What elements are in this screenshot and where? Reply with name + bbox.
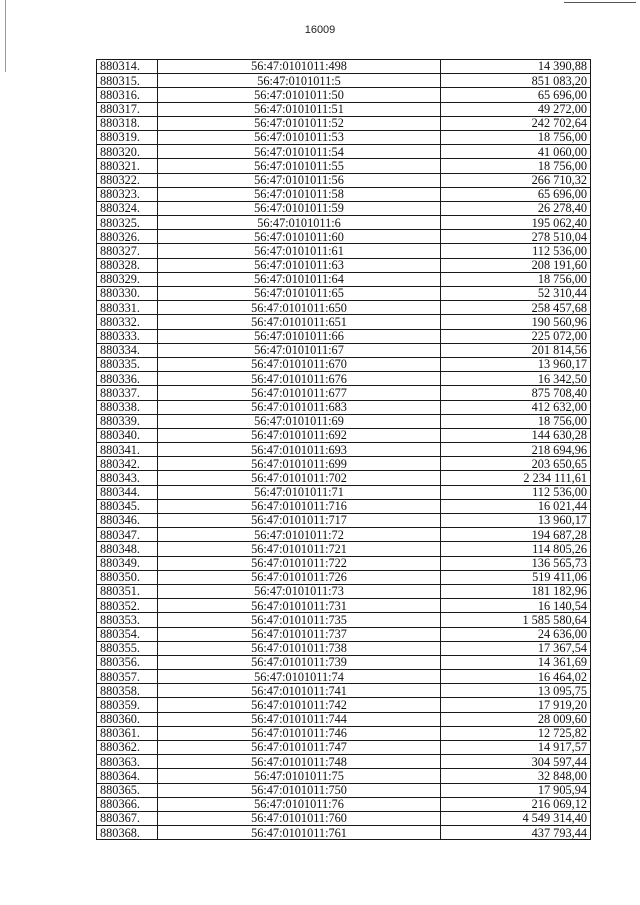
cadastral-number-cell: 56:47:0101011:692	[158, 428, 441, 442]
cadastral-number-cell: 56:47:0101011:750	[158, 783, 441, 797]
cadastral-number-cell: 56:47:0101011:51	[158, 102, 441, 116]
row-number-cell: 880346.	[97, 514, 158, 528]
row-number-cell: 880352.	[97, 599, 158, 613]
cadastral-number-cell: 56:47:0101011:742	[158, 698, 441, 712]
table-row	[97, 726, 591, 740]
row-number-cell: 880354.	[97, 627, 158, 641]
cadastral-number-cell: 56:47:0101011:76	[158, 797, 441, 811]
cadastral-value-cell: 14 390,88	[441, 60, 591, 74]
cadastral-value-cell: 437 793,44	[441, 826, 591, 840]
row-number-cell: 880345.	[97, 499, 158, 513]
row-number-cell: 880365.	[97, 783, 158, 797]
row-number-cell: 880338.	[97, 400, 158, 414]
cadastral-number-cell: 56:47:0101011:61	[158, 244, 441, 258]
table-row	[97, 74, 591, 88]
table-row	[97, 187, 591, 201]
cadastral-number-cell: 56:47:0101011:52	[158, 116, 441, 130]
cadastral-number-cell: 56:47:0101011:73	[158, 584, 441, 598]
row-number-cell: 880331.	[97, 301, 158, 315]
table-row	[97, 159, 591, 173]
row-number-cell: 880344.	[97, 485, 158, 499]
cadastral-number-cell: 56:47:0101011:739	[158, 655, 441, 669]
row-number-cell: 880335.	[97, 357, 158, 371]
table-row	[97, 741, 591, 755]
cadastral-number-cell: 56:47:0101011:50	[158, 88, 441, 102]
cadastral-value-cell: 17 905,94	[441, 783, 591, 797]
corner-rule	[564, 2, 636, 3]
row-number-cell: 880317.	[97, 102, 158, 116]
cadastral-number-cell: 56:47:0101011:717	[158, 514, 441, 528]
row-number-cell: 880328.	[97, 258, 158, 272]
cadastral-value-cell: 114 805,26	[441, 542, 591, 556]
row-number-cell: 880363.	[97, 755, 158, 769]
row-number-cell: 880361.	[97, 726, 158, 740]
cadastral-value-cell: 278 510,04	[441, 230, 591, 244]
cadastral-number-cell: 56:47:0101011:744	[158, 712, 441, 726]
table-row	[97, 485, 591, 499]
cadastral-number-cell: 56:47:0101011:54	[158, 145, 441, 159]
table-row	[97, 797, 591, 811]
cadastral-value-cell: 1 585 580,64	[441, 613, 591, 627]
table-row	[97, 684, 591, 698]
table-row	[97, 641, 591, 655]
row-number-cell: 880342.	[97, 457, 158, 471]
cadastral-number-cell: 56:47:0101011:721	[158, 542, 441, 556]
cadastral-number-cell: 56:47:0101011:746	[158, 726, 441, 740]
cadastral-value-cell: 519 411,06	[441, 570, 591, 584]
registry-table-body	[97, 60, 591, 840]
cadastral-value-cell: 136 565,73	[441, 556, 591, 570]
row-number-cell: 880319.	[97, 130, 158, 144]
cadastral-number-cell: 56:47:0101011:498	[158, 60, 441, 74]
row-number-cell: 880368.	[97, 826, 158, 840]
table-row	[97, 443, 591, 457]
row-number-cell: 880326.	[97, 230, 158, 244]
cadastral-value-cell: 875 708,40	[441, 386, 591, 400]
table-row	[97, 116, 591, 130]
table-row	[97, 499, 591, 513]
cadastral-value-cell: 258 457,68	[441, 301, 591, 315]
cadastral-value-cell: 13 095,75	[441, 684, 591, 698]
cadastral-value-cell: 112 536,00	[441, 244, 591, 258]
row-number-cell: 880364.	[97, 769, 158, 783]
table-row	[97, 570, 591, 584]
cadastral-value-cell: 13 960,17	[441, 514, 591, 528]
row-number-cell: 880325.	[97, 216, 158, 230]
cadastral-value-cell: 18 756,00	[441, 159, 591, 173]
cadastral-value-cell: 181 182,96	[441, 584, 591, 598]
row-number-cell: 880347.	[97, 528, 158, 542]
table-row	[97, 457, 591, 471]
table-row	[97, 428, 591, 442]
table-row	[97, 244, 591, 258]
cadastral-number-cell: 56:47:0101011:683	[158, 400, 441, 414]
table-row	[97, 670, 591, 684]
row-number-cell: 880324.	[97, 201, 158, 215]
cadastral-number-cell: 56:47:0101011:722	[158, 556, 441, 570]
cadastral-number-cell: 56:47:0101011:66	[158, 329, 441, 343]
cadastral-value-cell: 65 696,00	[441, 88, 591, 102]
cadastral-value-cell: 16 021,44	[441, 499, 591, 513]
row-number-cell: 880321.	[97, 159, 158, 173]
row-number-cell: 880356.	[97, 655, 158, 669]
cadastral-number-cell: 56:47:0101011:741	[158, 684, 441, 698]
page-number: 16009	[304, 24, 336, 36]
table-row	[97, 400, 591, 414]
row-number-cell: 880348.	[97, 542, 158, 556]
row-number-cell: 880350.	[97, 570, 158, 584]
table-row	[97, 471, 591, 485]
table-row	[97, 357, 591, 371]
row-number-cell: 880337.	[97, 386, 158, 400]
cadastral-number-cell: 56:47:0101011:75	[158, 769, 441, 783]
table-row	[97, 102, 591, 116]
cadastral-value-cell: 24 636,00	[441, 627, 591, 641]
table-row	[97, 613, 591, 627]
row-number-cell: 880353.	[97, 613, 158, 627]
table-row	[97, 145, 591, 159]
cadastral-value-cell: 144 630,28	[441, 428, 591, 442]
row-number-cell: 880360.	[97, 712, 158, 726]
cadastral-number-cell: 56:47:0101011:716	[158, 499, 441, 513]
row-number-cell: 880343.	[97, 471, 158, 485]
row-number-cell: 880355.	[97, 641, 158, 655]
row-number-cell: 880330.	[97, 287, 158, 301]
cadastral-number-cell: 56:47:0101011:761	[158, 826, 441, 840]
table-row	[97, 130, 591, 144]
cadastral-number-cell: 56:47:0101011:737	[158, 627, 441, 641]
row-number-cell: 880323.	[97, 187, 158, 201]
cadastral-value-cell: 16 140,54	[441, 599, 591, 613]
table-row	[97, 60, 591, 74]
table-row	[97, 88, 591, 102]
cadastral-value-cell: 14 917,57	[441, 741, 591, 755]
cadastral-number-cell: 56:47:0101011:651	[158, 315, 441, 329]
cadastral-value-cell: 242 702,64	[441, 116, 591, 130]
cadastral-value-cell: 4 549 314,40	[441, 811, 591, 825]
cadastral-value-cell: 201 814,56	[441, 343, 591, 357]
table-row	[97, 287, 591, 301]
cadastral-value-cell: 412 632,00	[441, 400, 591, 414]
row-number-cell: 880349.	[97, 556, 158, 570]
cadastral-number-cell: 56:47:0101011:676	[158, 372, 441, 386]
row-number-cell: 880327.	[97, 244, 158, 258]
cadastral-value-cell: 218 694,96	[441, 443, 591, 457]
cadastral-number-cell: 56:47:0101011:760	[158, 811, 441, 825]
table-row	[97, 556, 591, 570]
cadastral-value-cell: 26 278,40	[441, 201, 591, 215]
row-number-cell: 880358.	[97, 684, 158, 698]
cadastral-value-cell: 112 536,00	[441, 485, 591, 499]
edge-rule	[5, 0, 6, 72]
cadastral-value-cell: 304 597,44	[441, 755, 591, 769]
cadastral-value-cell: 17 919,20	[441, 698, 591, 712]
table-row	[97, 230, 591, 244]
row-number-cell: 880359.	[97, 698, 158, 712]
cadastral-value-cell: 851 083,20	[441, 74, 591, 88]
row-number-cell: 880334.	[97, 343, 158, 357]
table-row	[97, 514, 591, 528]
cadastral-value-cell: 195 062,40	[441, 216, 591, 230]
cadastral-number-cell: 56:47:0101011:53	[158, 130, 441, 144]
cadastral-value-cell: 17 367,54	[441, 641, 591, 655]
cadastral-number-cell: 56:47:0101011:650	[158, 301, 441, 315]
cadastral-number-cell: 56:47:0101011:6	[158, 216, 441, 230]
cadastral-number-cell: 56:47:0101011:731	[158, 599, 441, 613]
table-row	[97, 315, 591, 329]
cadastral-number-cell: 56:47:0101011:58	[158, 187, 441, 201]
row-number-cell: 880322.	[97, 173, 158, 187]
cadastral-value-cell: 194 687,28	[441, 528, 591, 542]
table-row	[97, 272, 591, 286]
cadastral-number-cell: 56:47:0101011:63	[158, 258, 441, 272]
row-number-cell: 880320.	[97, 145, 158, 159]
table-row	[97, 386, 591, 400]
table-row	[97, 769, 591, 783]
cadastral-value-cell: 2 234 111,61	[441, 471, 591, 485]
row-number-cell: 880367.	[97, 811, 158, 825]
registry-table	[96, 59, 591, 840]
cadastral-number-cell: 56:47:0101011:72	[158, 528, 441, 542]
table-row	[97, 811, 591, 825]
cadastral-number-cell: 56:47:0101011:74	[158, 670, 441, 684]
cadastral-number-cell: 56:47:0101011:747	[158, 741, 441, 755]
cadastral-number-cell: 56:47:0101011:56	[158, 173, 441, 187]
table-row	[97, 414, 591, 428]
table-row	[97, 528, 591, 542]
table-row	[97, 712, 591, 726]
cadastral-number-cell: 56:47:0101011:65	[158, 287, 441, 301]
cadastral-number-cell: 56:47:0101011:69	[158, 414, 441, 428]
cadastral-value-cell: 190 560,96	[441, 315, 591, 329]
table-row	[97, 584, 591, 598]
cadastral-number-cell: 56:47:0101011:64	[158, 272, 441, 286]
row-number-cell: 880318.	[97, 116, 158, 130]
row-number-cell: 880351.	[97, 584, 158, 598]
cadastral-value-cell: 266 710,32	[441, 173, 591, 187]
row-number-cell: 880336.	[97, 372, 158, 386]
cadastral-value-cell: 28 009,60	[441, 712, 591, 726]
table-row	[97, 201, 591, 215]
row-number-cell: 880315.	[97, 74, 158, 88]
cadastral-value-cell: 14 361,69	[441, 655, 591, 669]
cadastral-number-cell: 56:47:0101011:677	[158, 386, 441, 400]
row-number-cell: 880362.	[97, 741, 158, 755]
cadastral-value-cell: 32 848,00	[441, 769, 591, 783]
cadastral-number-cell: 56:47:0101011:5	[158, 74, 441, 88]
table-row	[97, 343, 591, 357]
cadastral-number-cell: 56:47:0101011:71	[158, 485, 441, 499]
cadastral-number-cell: 56:47:0101011:59	[158, 201, 441, 215]
table-row	[97, 301, 591, 315]
table-row	[97, 655, 591, 669]
cadastral-value-cell: 49 272,00	[441, 102, 591, 116]
table-row	[97, 627, 591, 641]
table-row	[97, 542, 591, 556]
cadastral-number-cell: 56:47:0101011:60	[158, 230, 441, 244]
cadastral-value-cell: 13 960,17	[441, 357, 591, 371]
row-number-cell: 880366.	[97, 797, 158, 811]
cadastral-number-cell: 56:47:0101011:55	[158, 159, 441, 173]
row-number-cell: 880339.	[97, 414, 158, 428]
table-row	[97, 698, 591, 712]
table-row	[97, 826, 591, 840]
cadastral-value-cell: 41 060,00	[441, 145, 591, 159]
cadastral-number-cell: 56:47:0101011:699	[158, 457, 441, 471]
cadastral-number-cell: 56:47:0101011:735	[158, 613, 441, 627]
table-row	[97, 755, 591, 769]
cadastral-value-cell: 18 756,00	[441, 414, 591, 428]
row-number-cell: 880333.	[97, 329, 158, 343]
cadastral-value-cell: 65 696,00	[441, 187, 591, 201]
row-number-cell: 880341.	[97, 443, 158, 457]
cadastral-number-cell: 56:47:0101011:738	[158, 641, 441, 655]
cadastral-number-cell: 56:47:0101011:670	[158, 357, 441, 371]
table-row	[97, 599, 591, 613]
table-row	[97, 173, 591, 187]
table-row	[97, 216, 591, 230]
row-number-cell: 880329.	[97, 272, 158, 286]
cadastral-number-cell: 56:47:0101011:748	[158, 755, 441, 769]
table-row	[97, 783, 591, 797]
row-number-cell: 880340.	[97, 428, 158, 442]
table-row	[97, 329, 591, 343]
row-number-cell: 880357.	[97, 670, 158, 684]
cadastral-value-cell: 12 725,82	[441, 726, 591, 740]
row-number-cell: 880314.	[97, 60, 158, 74]
cadastral-number-cell: 56:47:0101011:702	[158, 471, 441, 485]
cadastral-value-cell: 16 342,50	[441, 372, 591, 386]
cadastral-value-cell: 16 464,02	[441, 670, 591, 684]
cadastral-value-cell: 203 650,65	[441, 457, 591, 471]
row-number-cell: 880332.	[97, 315, 158, 329]
cadastral-value-cell: 52 310,44	[441, 287, 591, 301]
cadastral-number-cell: 56:47:0101011:67	[158, 343, 441, 357]
cadastral-number-cell: 56:47:0101011:693	[158, 443, 441, 457]
cadastral-value-cell: 225 072,00	[441, 329, 591, 343]
row-number-cell: 880316.	[97, 88, 158, 102]
cadastral-value-cell: 18 756,00	[441, 130, 591, 144]
cadastral-number-cell: 56:47:0101011:726	[158, 570, 441, 584]
cadastral-value-cell: 216 069,12	[441, 797, 591, 811]
table-row	[97, 258, 591, 272]
cadastral-value-cell: 18 756,00	[441, 272, 591, 286]
table-row	[97, 372, 591, 386]
cadastral-value-cell: 208 191,60	[441, 258, 591, 272]
